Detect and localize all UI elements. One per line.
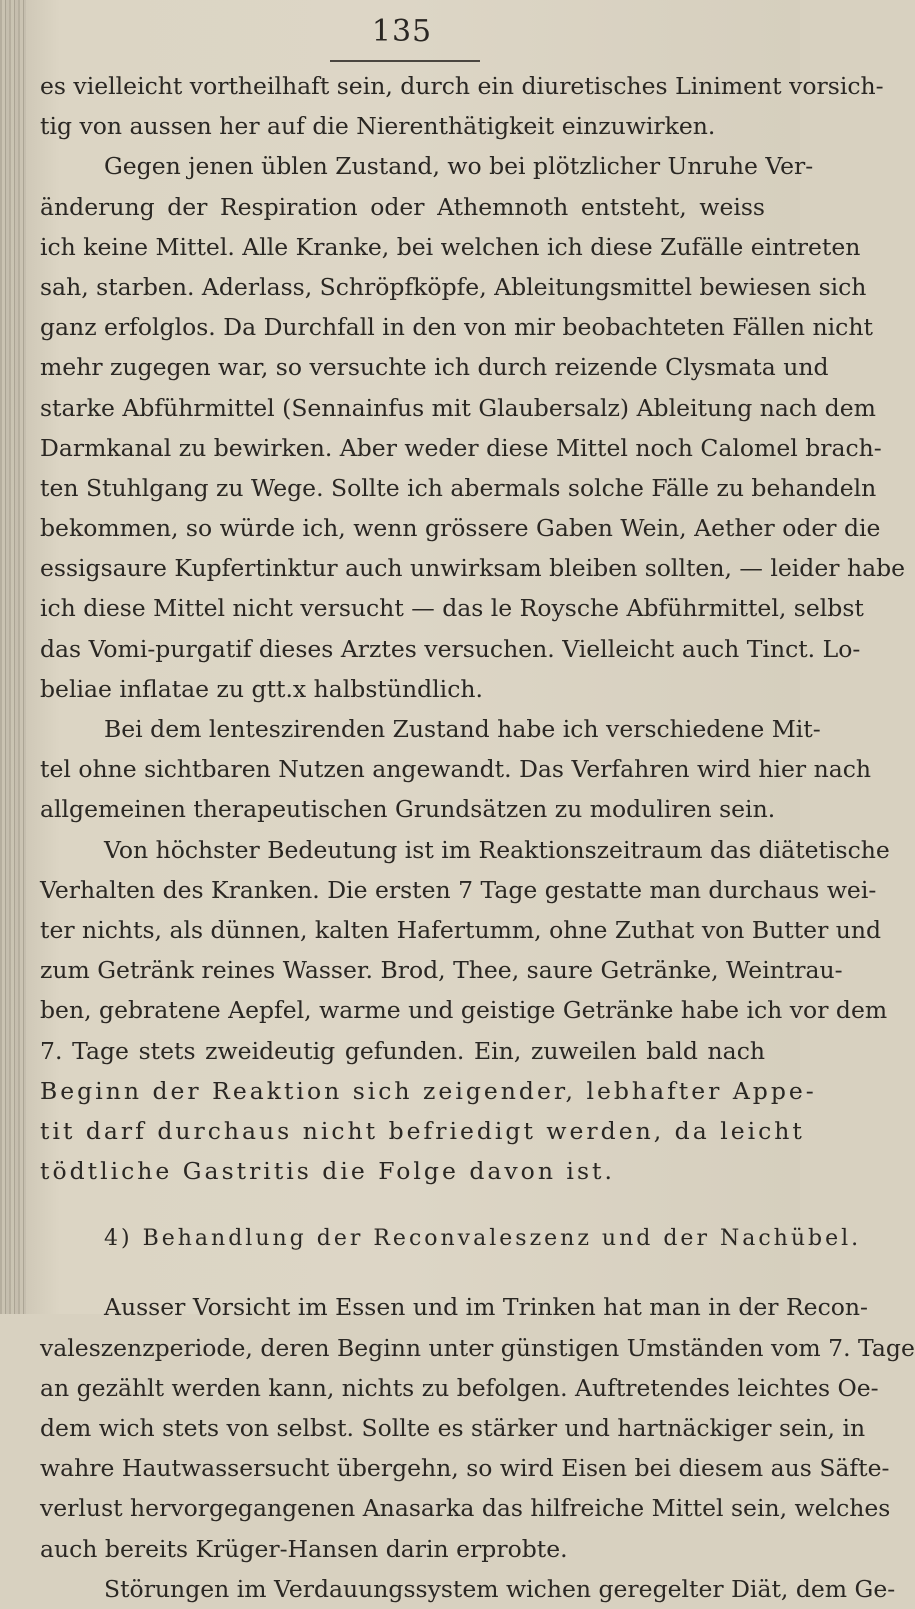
text-line: ter nichts, als dünnen, kalten Hafertumm, ohne Zuthat von Butter und [40,915,882,944]
text-line: Verhalten des Kranken. Die ersten 7 Tage gestatte man durchaus wei- [40,875,877,904]
text-line: Bei dem lenteszirenden Zustand habe ich verschiedene Mit- [104,715,821,743]
text-line: ten Stuhlgang zu Wege. Sollte ich abermals solche Fälle zu behandeln [40,473,877,502]
text-line: ich diese Mittel nicht versucht — das le Roysche Abführmittel, selbst [40,594,864,623]
text-line: mehr zugegen war, so versuchte ich durch reizende Clysmata und [40,353,829,382]
body-text [40,66,915,1609]
text-line: dem wich stets von selbst. Sollte es stärker und hartnäckiger sein, in [40,1414,866,1442]
text-line: zum Getränk reines Wasser. Brod, Thee, saure Getränke, Weintrau- [40,956,843,985]
text-line: tig von aussen her auf die Nierenthätigkeit einzuwirken. [40,112,716,141]
section-heading: 4) Behandlung der Reconvaleszenz und der Nachübel. [104,1226,862,1252]
text-line: sah, starben. Aderlass, Schröpfköpfe, Ableitungsmittel bewiesen sich [40,272,867,301]
section-gap [40,1191,765,1219]
text-line: ganz erfolglos. Da Durchfall in den von mir beobachteten Fällen nicht [40,313,873,342]
text-line: ben, gebratene Aepfel, warme und geistige Getränke habe ich vor dem [40,996,888,1025]
text-line: beliae inflatae zu gtt.x halbstündlich. [40,674,483,703]
text-line: tel ohne sichtbaren Nutzen angewandt. Das Verfahren wird hier nach [40,755,872,784]
text-line: Beginn der Reaktion sich zeigender, lebhafter Appe- [40,1076,817,1105]
text-line: allgemeinen therapeutischen Grundsätzen zu moduliren sein. [40,795,776,824]
text-line: auch bereits Krüger-Hansen darin erprobte. [40,1534,568,1563]
text-line: Darmkanal zu bewirken. Aber weder diese Mittel noch Calomel brach- [40,433,882,462]
text-line: bekommen, so würde ich, wenn grössere Gaben Wein, Aether oder die [40,514,881,543]
text-line: valeszenzperiode, deren Beginn unter günstigen Umständen vom 7. Tage [40,1333,915,1362]
section-gap [40,1259,765,1287]
header-rule [330,60,480,62]
text-line: Ausser Vorsicht im Essen und im Trinken hat man in der Recon- [104,1293,868,1322]
text-line: starke Abführmittel (Sennainfus mit Glaubersalz) Ableitung nach dem [40,393,876,422]
page-number: 135 [371,14,433,49]
text-line: Störungen im Verdauungssystem wichen geregelter Diät, dem Ge- [104,1574,896,1603]
text-line: Gegen jenen üblen Zustand, wo bei plötzlicher Unruhe Ver- [104,152,814,181]
text-line: ich keine Mittel. Alle Kranke, bei welchen ich diese Zufälle eintreten [40,232,861,261]
text-line: änderung der Respiration oder Athemnoth entsteht, weiss [40,192,765,221]
text-line: es vielleicht vortheilhaft sein, durch ein diuretisches Liniment vorsich- [40,72,884,100]
text-line: tödtliche Gastritis die Folge davon ist. [40,1157,615,1186]
text-line: verlust hervorgegangenen Anasarka das hilfreiche Mittel sein, welches [40,1494,891,1523]
text-line: 7. Tage stets zweideutig gefunden. Ein, zuweilen bald nach [40,1036,765,1065]
text-line: wahre Hautwassersucht übergehn, so wird Eisen bei diesem aus Säfte- [40,1454,890,1483]
page-gutter [0,0,26,1314]
text-line: an gezählt werden kann, nichts zu befolgen. Auftretendes leichtes Oe- [40,1373,879,1402]
text-line: tit darf durchaus nicht befriedigt werden, da leicht [40,1116,805,1145]
text-line: essigsaure Kupfertinktur auch unwirksam bleiben sollten, — leider habe [40,554,906,583]
text-line: Von höchster Bedeutung ist im Reaktionszeitraum das diätetische [104,835,890,864]
text-line: das Vomi-purgatif dieses Arztes versuchen. Vielleicht auch Tinct. Lo- [40,634,861,663]
